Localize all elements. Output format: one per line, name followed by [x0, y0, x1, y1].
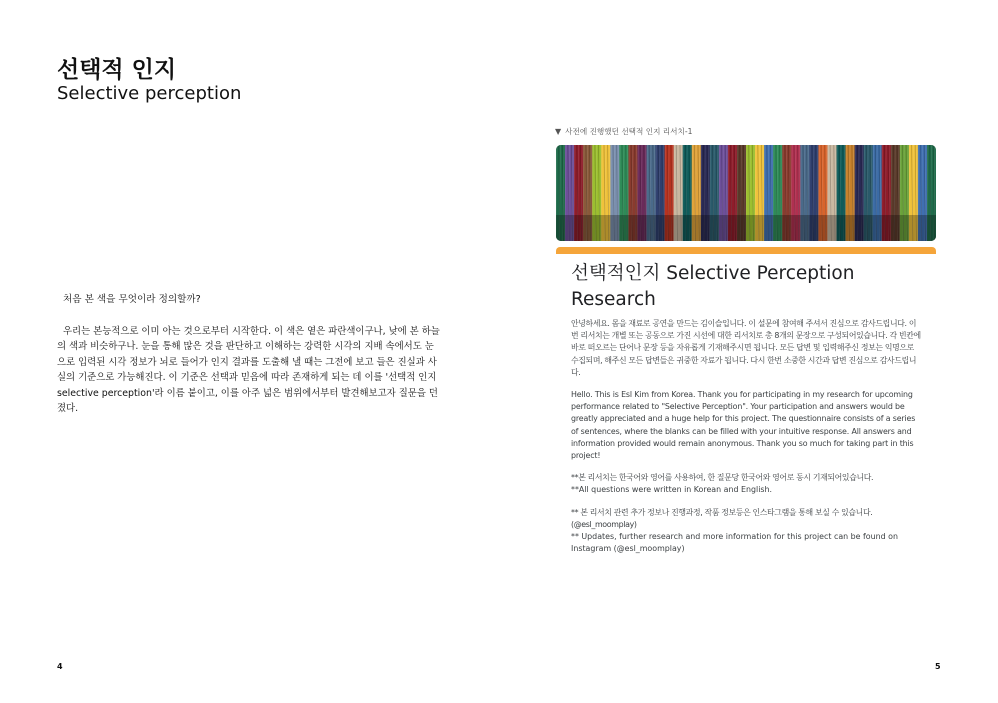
page-title-english: Selective perception [57, 83, 242, 104]
info-note-english: ** Updates, further research and more information for this project can be found on Instagram (@esl_moomplay) [571, 532, 898, 554]
form-description-english: Hello. This is Esl Kim from Korea. Thank you for participating in my research for upcoming performance related to "Selective Perception". Your participation and answers would be greatly appreciated and a huge help for this project. The questionnaire consists of a series of sentences, where the blanks can be filled with your intuitive response. All answers and information provided would remain anonymous. Thank you so much for taking part in this project! [571, 390, 916, 461]
info-note-korean: ** 본 리서치 관련 추가 정보나 진행과정, 작품 정보등은 인스타그램을 통해 보실 수 있습니다. (@esl_moomplay) [571, 507, 873, 529]
form-description [571, 318, 921, 565]
language-note [571, 472, 921, 496]
triangle-down-icon: ▼ [555, 127, 562, 136]
form-accent-bar [556, 247, 936, 254]
form-description-korean: 안녕하세요. 몸을 재료로 공연을 만드는 김이슬입니다. 이 설문에 참여해 주셔서 진심으로 감사드립니다. 이번 리서치는 개별 또는 공동으로 가진 시선에 대한 리서치로 총 8개의 문장으로 구성되어있습니다. 각 빈칸에 바로 떠오르는 단어나 문장 등을 자유롭게 기재해주시면 됩니다. 모든 답변 및 입력해주신 정보는 익명으로 수집되며, 해주신 모든 답변들은 귀중한 자료가 됩니다. 다시 한번 소중한 시간과 답변 진심으로 감사드립니다. [571, 319, 921, 377]
yarn-banner-image [556, 145, 936, 241]
language-note-english: **All questions were written in Korean and English. [571, 485, 773, 495]
page-number-right: 5 [935, 662, 941, 671]
yarn-shadow [556, 215, 936, 241]
yarn-illustration [556, 145, 936, 241]
figure-caption-text: 사전에 진행했던 선택적 인지 리서치-1 [565, 127, 693, 136]
language-note-korean: **본 리서치는 한국어와 영어를 사용하여, 한 질문당 한국어와 영어로 동시 기재되어있습니다. [571, 473, 874, 483]
body-paragraph: 우리는 본능적으로 이미 아는 것으로부터 시작한다. 이 색은 옅은 파란색이구나, 낮에 본 하늘의 색과 비슷하구나. 눈을 통해 많은 것을 판단하고 이해하는 강력한 시각의 지배 속에서도 눈으로 입력된 시각 정보가 뇌로 들어가 인지 결과를 도출해 낼 때는 그전에 보고 들은 진실과 사실의 기준으로 가능해진다. 이 기준은 선택과 믿음에 따라 존재하게 되는 데 이를 '선택적 인지 selective perception'라 이름 붙이고, 이를 아주 넓은 범위에서부터 발견해보고자 질문을 던졌다. [57, 326, 440, 415]
form-title: 선택적인지 Selective Perception Research [571, 263, 855, 310]
info-note [571, 507, 921, 556]
page-title-korean: 선택적 인지 [57, 57, 177, 83]
intro-question: 처음 본 색을 무엇이라 정의할까? [63, 294, 201, 305]
page-number-left: 4 [57, 662, 63, 671]
figure-caption [555, 126, 692, 137]
